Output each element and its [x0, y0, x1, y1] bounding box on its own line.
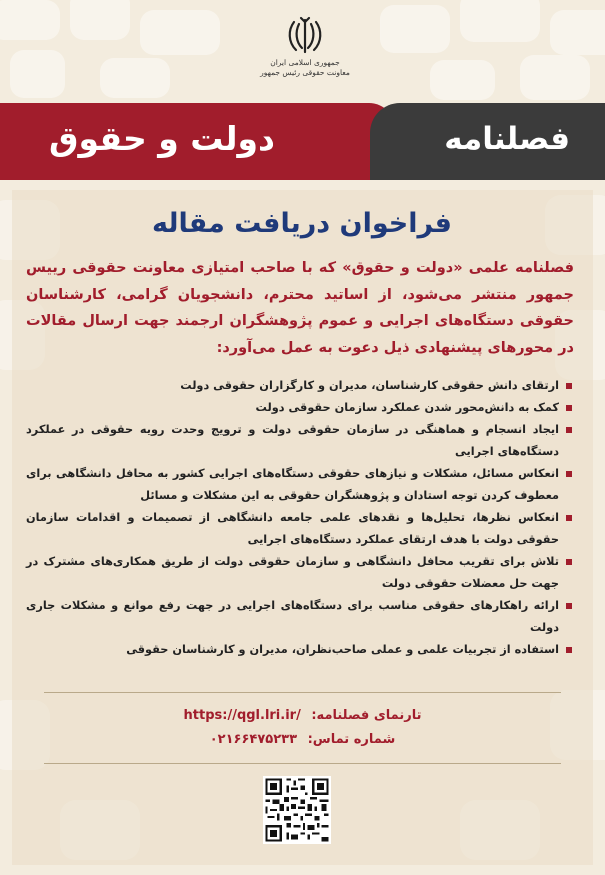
- topic-item: [26, 507, 572, 551]
- topic-text: استفاده از تجربیات علمی و عملی صاحب‌نظران، مدیران و کارشناسان حقوقی: [126, 643, 559, 656]
- phone-line: [150, 728, 455, 752]
- website-line: [150, 704, 455, 728]
- call-title: فراخوان دریافت مقاله: [152, 208, 452, 239]
- bullet-square-icon: [566, 515, 572, 521]
- topic-item: [26, 551, 572, 595]
- topic-item: [26, 639, 572, 661]
- bullet-square-icon: [566, 647, 572, 653]
- contact-block: [150, 704, 455, 752]
- call-content: [26, 200, 578, 661]
- bullet-square-icon: [566, 471, 572, 477]
- topic-item: [26, 375, 572, 397]
- qr-code-icon[interactable]: [263, 776, 331, 844]
- website-label: تارنمای فصلنامه:: [311, 708, 422, 723]
- intro-paragraph: فصلنامه علمی «دولت و حقوق» که با صاحب امتیازی معاونت حقوقی رییس جمهور منتشر می‌شود، از اساتید محترم، دانشجویان گرامی، کارشناسان حقوقی دستگاه‌های اجرایی و عموم پژوهشگران ارجمند جهت ارسال مقالات در محورهای پیشنهادی ذیل دعوت به عمل می‌آورد:: [26, 260, 574, 356]
- logo-block: [255, 10, 355, 78]
- topic-item: [26, 463, 572, 507]
- org-line-1: جمهوری اسلامی ایران: [270, 58, 340, 67]
- bullet-square-icon: [566, 427, 572, 433]
- iran-emblem-icon: [283, 14, 327, 58]
- bullet-square-icon: [566, 405, 572, 411]
- topic-text: ارائه راهکارهای حقوقی مناسب برای دستگاه‌های اجرایی در جهت رفع موانع و مشکلات جاری دولت: [26, 599, 559, 634]
- phone-label: شماره تماس:: [307, 732, 396, 747]
- org-line-2: معاونت حقوقی رئیس جمهور: [260, 68, 350, 77]
- banner-label: فصلنامه: [444, 121, 570, 157]
- topic-list: [26, 375, 578, 661]
- topic-item: [26, 397, 572, 419]
- bullet-square-icon: [566, 603, 572, 609]
- topic-text: انعکاس مسائل، مشکلات و نیازهای حقوقی دستگاه‌های اجرایی کشور به محافل دانشگاهی برای معطوف کردن توجه استادان و پژوهشگران حقوقی به این مشکلات و مسائل: [26, 467, 559, 502]
- website-link[interactable]: https://qgl.lri.ir/: [183, 708, 301, 723]
- topic-text: ارتقای دانش حقوقی کارشناسان، مدیران و کارگزاران حقوقی دولت: [180, 379, 559, 392]
- bullet-square-icon: [566, 559, 572, 565]
- topic-item: [26, 419, 572, 463]
- journal-banner: [0, 103, 605, 180]
- phone-number: ۰۲۱۶۶۴۷۵۲۳۳: [209, 732, 298, 747]
- divider-top: [44, 692, 561, 693]
- topic-text: ایجاد انسجام و هماهنگی در سازمان حقوقی دولت و ترویج وحدت رویه حقوقی در عملکرد دستگاه‌های اجرایی: [26, 423, 559, 458]
- journal-name: دولت و حقوق: [49, 119, 275, 158]
- bullet-square-icon: [566, 383, 572, 389]
- topic-text: انعکاس نظرها، تحلیل‌ها و نقدهای علمی جامعه دانشگاهی از تصمیمات و اقدامات سازمان حقوقی دولت با هدف ارتقای عملکرد دستگاه‌های اجرایی: [26, 511, 559, 546]
- topic-text: تلاش برای تقریب محافل دانشگاهی و سازمان حقوقی دولت از طریق همکاری‌های مشترک در جهت حل معضلات حقوقی دولت: [26, 555, 559, 590]
- divider-bottom: [44, 763, 561, 764]
- topic-text: کمک به دانش‌محور شدن عملکرد سازمان حقوقی دولت: [255, 401, 559, 414]
- topic-item: [26, 595, 572, 639]
